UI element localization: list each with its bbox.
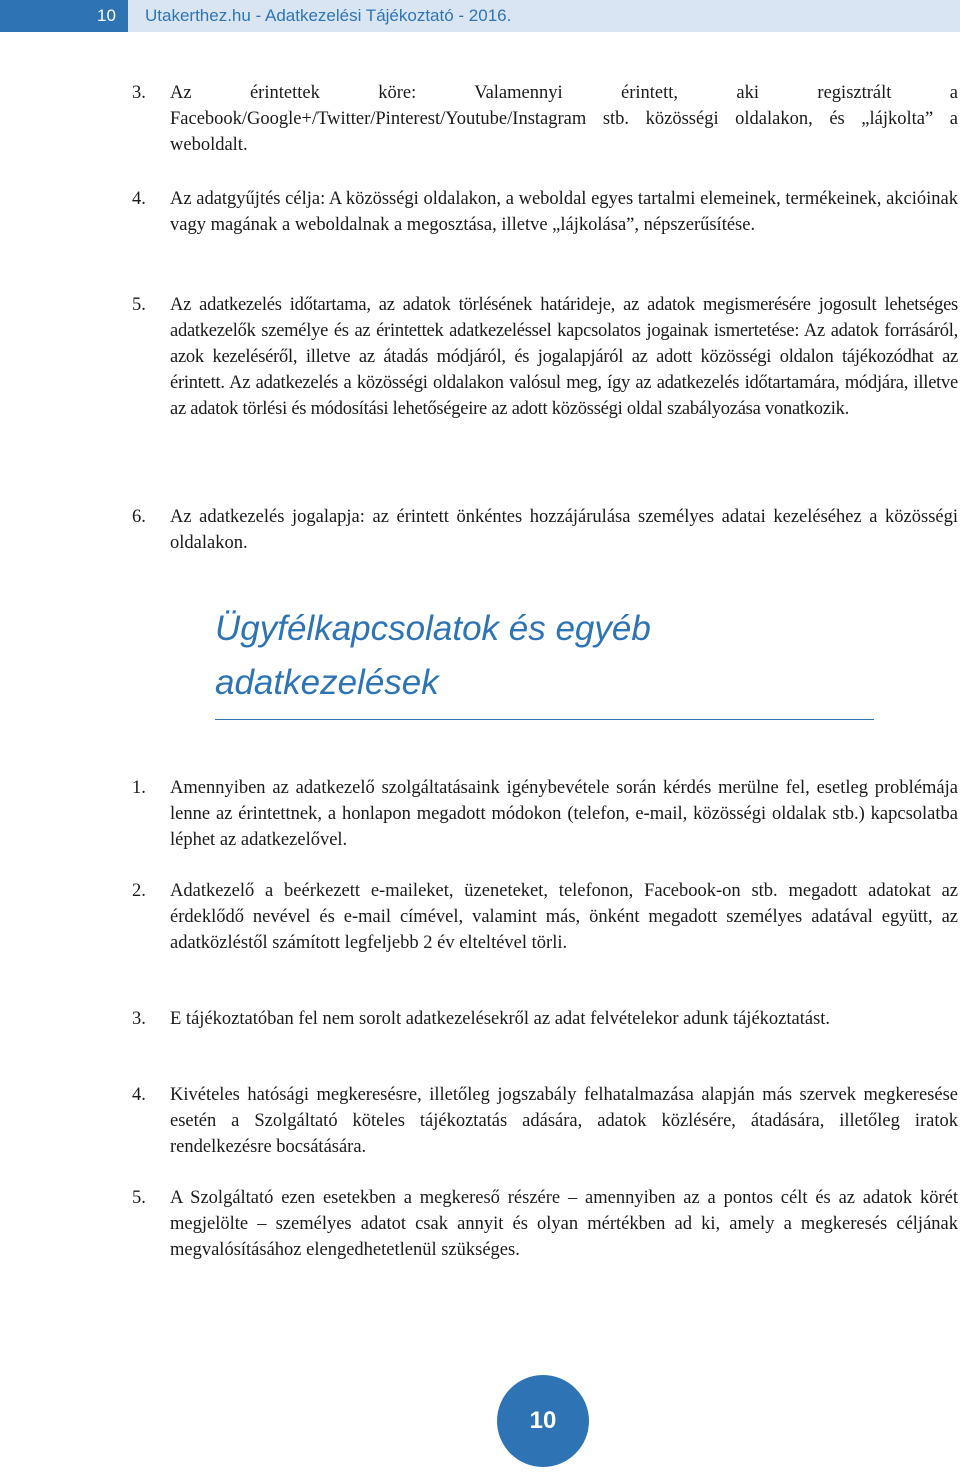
list-item-text: E tájékoztatóban fel nem sorolt adatkezelésekről az adat felvételekor adunk tájékoztatást. <box>170 1009 831 1029</box>
list-item-text: Kivételes hatósági megkeresésre, illetőleg jogszabály felhatalmazása alapján más szervek megkeresése esetén a Szolgáltató köteles tájékoztatás adására, adatok közlésére, átadására, illetőleg iratok rendelkezésre bocsátására. <box>170 1085 958 1157</box>
list-item <box>132 80 958 158</box>
heading-underline <box>215 719 874 720</box>
footer-page-number: 10 <box>497 1375 589 1467</box>
list-item-text: Amennyiben az adatkezelő szolgáltatásaink igénybevétele során kérdés merülne fel, esetleg problémája lenne az érintettnek, a honlapon megadott módokon (telefon, e-mail, közösségi oldalak stb.) kapcsolatba léphet az adatkezelővel. <box>170 778 958 850</box>
list-item-text: Az adatgyűjtés célja: A közösségi oldalakon, a weboldal egyes tartalmi elemeinek, termékeinek, akcióinak vagy magának a weboldalnak a megosztása, illetve „lájkolása”, népszerűsítése. <box>170 189 958 235</box>
list-item-number: 5. <box>132 1188 146 1208</box>
list-item-text: A Szolgáltató ezen esetekben a megkereső részére – amennyiben az a pontos célt és az adatok körét megjelölte – személyes adatot csak annyit és olyan mértékben ad ki, amely a megkeresés céljának megvalósításához elengedhetetlenül szükséges. <box>170 1188 958 1260</box>
list-item <box>132 1185 958 1263</box>
header-title: Utakerthez.hu - Adatkezelési Tájékoztató - 2016. <box>128 0 960 32</box>
list-item <box>132 1006 958 1032</box>
section-heading: Ügyfélkapcsolatok és egyéb adatkezelések <box>215 609 651 702</box>
list-item-text: Adatkezelő a beérkezett e-maileket, üzeneteket, telefonon, Facebook-on stb. megadott adatokat az érdeklődő nevével és e-mail címével, valamint más, önként megadott személyes adatával együtt, az adatközléstől számított legfeljebb 2 év elteltével törli. <box>170 881 958 953</box>
page-header <box>0 0 960 32</box>
list-item-number: 5. <box>132 295 146 315</box>
list-item-number: 4. <box>132 189 146 209</box>
list-item-number: 3. <box>132 83 146 103</box>
header-page-number: 10 <box>0 0 128 32</box>
list-item-number: 3. <box>132 1009 146 1029</box>
list-item <box>132 1082 958 1160</box>
list-item-number: 1. <box>132 778 146 798</box>
list-item-number: 4. <box>132 1085 146 1105</box>
list-item-number: 6. <box>132 507 146 527</box>
list-item-text: Az érintettek köre: Valamennyi érintett, aki regisztrált a Facebook/Google+/Twitter/Pinterest/Youtube/Instagram stb. közösségi oldalakon, és „lájkolta” a weboldalt. <box>170 83 958 155</box>
list-item <box>132 504 958 556</box>
list-item <box>132 292 958 422</box>
list-item <box>132 186 958 238</box>
list-item <box>132 775 958 853</box>
list-item-text: Az adatkezelés jogalapja: az érintett önkéntes hozzájárulása személyes adatai kezeléséhez a közösségi oldalakon. <box>170 507 958 553</box>
list-item <box>132 878 958 956</box>
list-item-text: Az adatkezelés időtartama, az adatok törlésének határideje, az adatok megismerésére jogosult lehetséges adatkezelők személye és az érintettek adatkezeléssel kapcsolatos jogainak ismertetése: Az adatok forrásáról, azok kezeléséről, illetve az átadás módjáról, és jogalapjáról az adott közösségi oldalon tájékozódhat az érintett. Az adatkezelés a közösségi oldalakon valósul meg, így az adatkezelés időtartamára, módjára, illetve az adatok törlési és módosítási lehetőségeire az adott közösségi oldal szabályozása vonatkozik. <box>170 295 958 419</box>
list-item-number: 2. <box>132 881 146 901</box>
